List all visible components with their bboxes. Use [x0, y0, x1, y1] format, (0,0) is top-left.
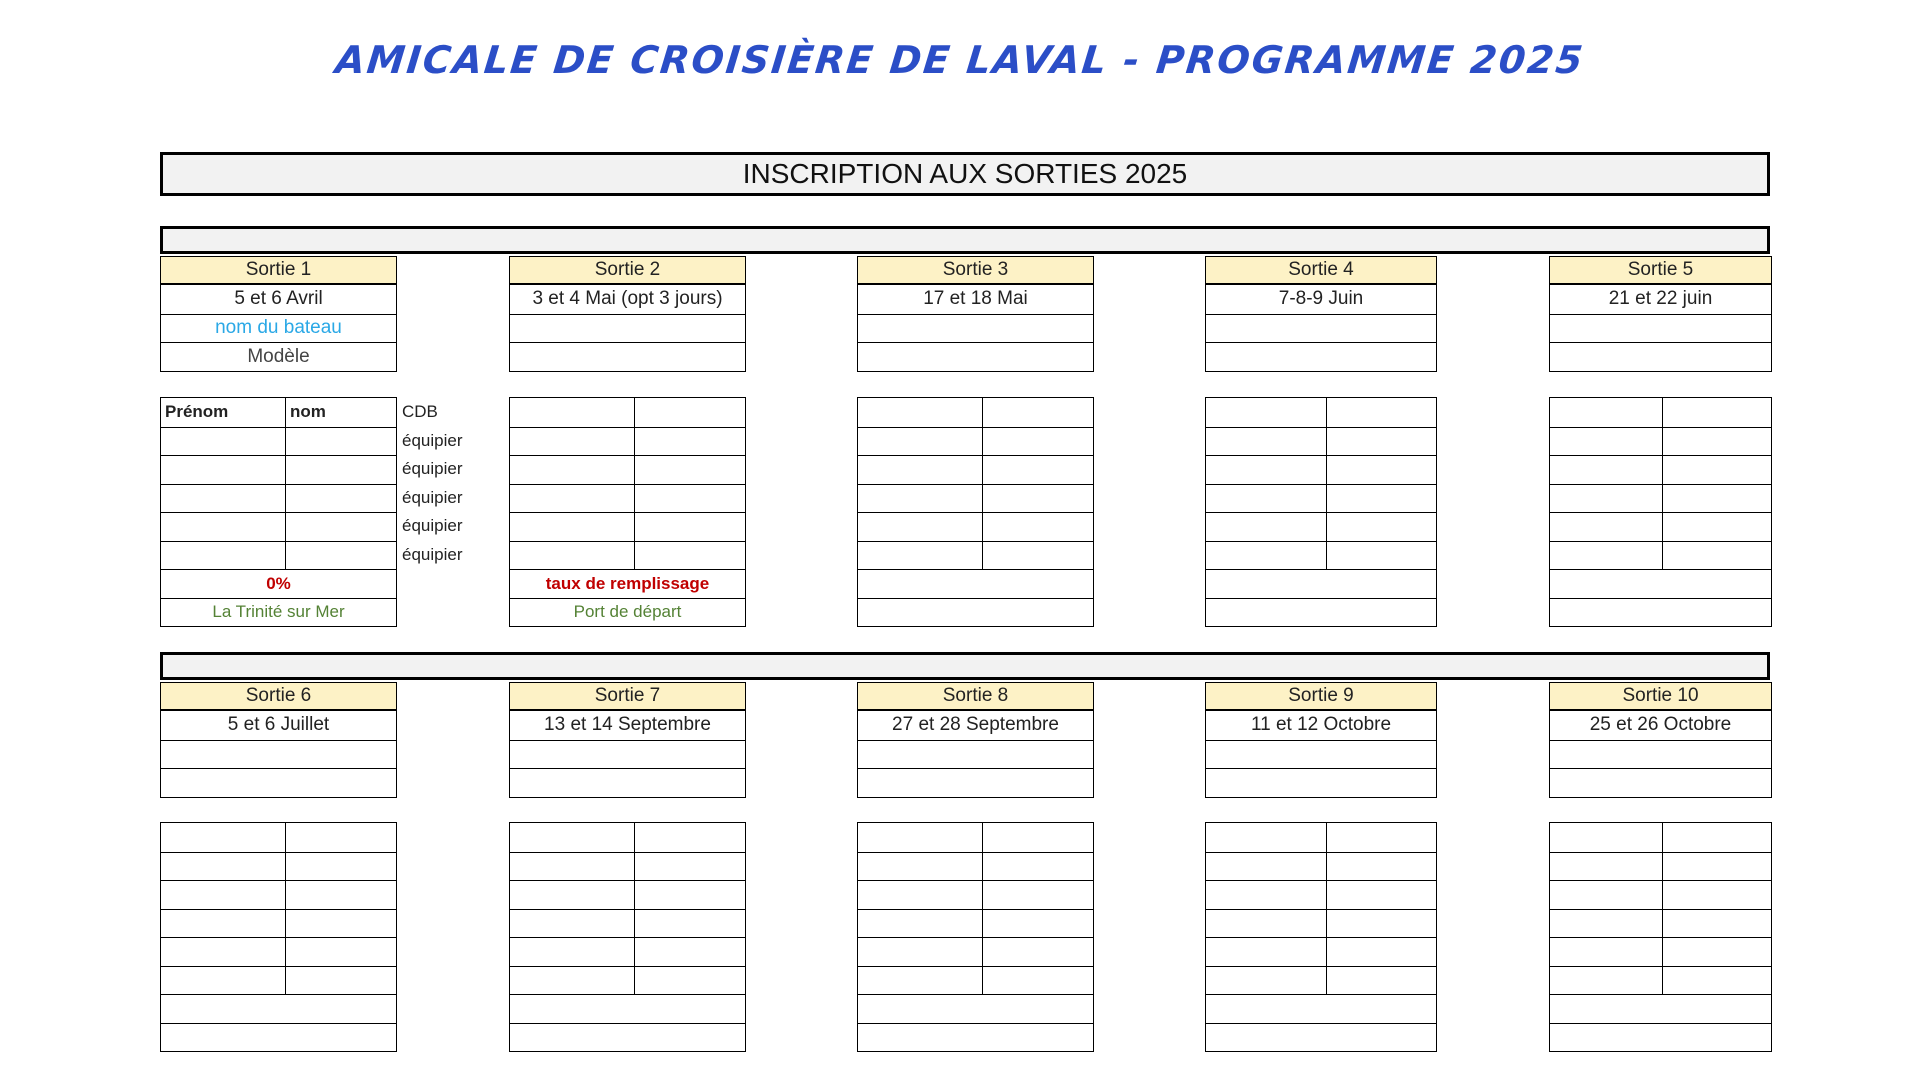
lastname-field[interactable]: [982, 853, 1093, 881]
lastname-field[interactable]: [982, 485, 1093, 513]
lastname-field[interactable]: [1326, 485, 1436, 513]
table-row: [858, 880, 1093, 909]
table-row: [510, 484, 745, 513]
firstname-field[interactable]: [510, 428, 634, 456]
inscription-banner: INSCRIPTION AUX SORTIES 2025: [160, 152, 1770, 196]
table-row: [858, 484, 1093, 513]
table-row: [161, 966, 396, 995]
table-row: [510, 598, 745, 627]
sortie-header: Sortie 2: [509, 256, 746, 284]
table-row: [858, 994, 1093, 1023]
fill-rate: [161, 995, 396, 1023]
table-row: [858, 937, 1093, 966]
sortie-header: Sortie 5: [1549, 256, 1772, 284]
sortie-info-box: [1205, 284, 1437, 372]
table-row: [161, 880, 396, 909]
lastname-field[interactable]: [1326, 428, 1436, 456]
crew-role-label: équipier: [402, 487, 463, 507]
lastname-field[interactable]: [285, 456, 396, 484]
sortie-date: 13 et 14 Septembre: [544, 714, 711, 736]
table-row: [1206, 852, 1436, 881]
table-row: [858, 598, 1093, 627]
firstname-field[interactable]: [510, 881, 634, 909]
table-row: [161, 484, 396, 513]
table-row: [510, 966, 745, 995]
firstname-field[interactable]: [1550, 910, 1662, 938]
firstname-field[interactable]: [1550, 881, 1662, 909]
crew-role-label: équipier: [402, 459, 463, 478]
sortie-header: Sortie 1: [160, 256, 397, 284]
lastname-field[interactable]: [1662, 881, 1771, 909]
table-row: [1206, 512, 1436, 541]
lastname-field[interactable]: [1326, 881, 1436, 909]
firstname-field[interactable]: [161, 853, 285, 881]
table-row: [1206, 598, 1436, 627]
lastname-field[interactable]: [285, 853, 396, 881]
firstname-field[interactable]: [161, 967, 285, 995]
firstname-header: [510, 823, 634, 852]
sortie-header: Sortie 6: [160, 682, 397, 710]
fill-rate: [1206, 995, 1436, 1023]
table-row: [510, 823, 745, 852]
crew-role-label: équipier: [402, 516, 463, 535]
sortie-header: Sortie 4: [1205, 256, 1437, 284]
lastname-field[interactable]: [1662, 485, 1771, 513]
table-row: [1550, 852, 1771, 881]
firstname-field[interactable]: [858, 910, 982, 938]
table-row: [1206, 484, 1436, 513]
boat-name-field[interactable]: [858, 740, 1093, 769]
table-row: [1550, 1023, 1771, 1052]
table-row: [1550, 512, 1771, 541]
lastname-field[interactable]: [982, 967, 1093, 995]
table-row: [1206, 823, 1436, 852]
departure-port[interactable]: [1206, 1024, 1436, 1052]
firstname-field[interactable]: [161, 938, 285, 966]
table-row: [1550, 455, 1771, 484]
boat-model-field[interactable]: [1206, 342, 1436, 371]
table-row: [161, 994, 396, 1023]
firstname-field[interactable]: [1206, 542, 1326, 570]
boat-model-field[interactable]: [1550, 768, 1771, 797]
firstname-field[interactable]: [161, 485, 285, 513]
sortie-date: 11 et 12 Octobre: [1250, 714, 1392, 736]
boat-model-field[interactable]: [858, 768, 1093, 797]
table-row: [858, 427, 1093, 456]
boat-model-field[interactable]: Modèle: [161, 342, 396, 371]
table-row: [161, 852, 396, 881]
lastname-field[interactable]: [634, 881, 745, 909]
lastname-header: nom: [285, 398, 396, 427]
boat-name-field[interactable]: [510, 314, 745, 343]
firstname-field[interactable]: [1206, 428, 1326, 456]
page-title: AMICALE DE CROISIÈRE DE LAVAL - PROGRAMME 2025: [333, 38, 1587, 82]
table-row: [1550, 880, 1771, 909]
lastname-field[interactable]: [1326, 456, 1436, 484]
table-row: [161, 937, 396, 966]
departure-port[interactable]: [1206, 599, 1436, 627]
departure-port[interactable]: [1550, 599, 1771, 627]
lastname-field[interactable]: [285, 428, 396, 456]
table-row: [1206, 937, 1436, 966]
lastname-field[interactable]: [1662, 938, 1771, 966]
table-row: [1550, 994, 1771, 1023]
firstname-field[interactable]: [858, 967, 982, 995]
lastname-header: [1326, 823, 1436, 852]
lastname-field[interactable]: [1326, 938, 1436, 966]
boat-name-field[interactable]: [1206, 314, 1436, 343]
crew-table: [1549, 822, 1772, 1052]
table-row: [1206, 541, 1436, 570]
firstname-field[interactable]: [858, 428, 982, 456]
firstname-field[interactable]: [858, 513, 982, 541]
firstname-header: [858, 398, 982, 427]
lastname-field[interactable]: [285, 938, 396, 966]
lastname-field[interactable]: [982, 428, 1093, 456]
table-row: [510, 398, 745, 427]
firstname-header: Prénom: [165, 402, 229, 422]
firstname-field[interactable]: [510, 910, 634, 938]
sortie-info-box: [1549, 284, 1772, 372]
departure-port[interactable]: La Trinité sur Mer: [212, 602, 345, 622]
boat-name-field[interactable]: nom du bateau: [161, 314, 396, 343]
table-row: [1206, 994, 1436, 1023]
crew-table: [1549, 397, 1772, 627]
table-row: [161, 1023, 396, 1052]
crew-table: [160, 822, 397, 1052]
firstname-header: [1550, 398, 1662, 427]
table-row: [161, 427, 396, 456]
firstname-field[interactable]: [1206, 853, 1326, 881]
crew-table: [160, 397, 397, 627]
table-row: [1550, 427, 1771, 456]
firstname-field[interactable]: [858, 853, 982, 881]
fill-rate: [858, 995, 1093, 1023]
firstname-header: [1550, 823, 1662, 852]
table-row: [510, 880, 745, 909]
lastname-field[interactable]: [1326, 513, 1436, 541]
boat-name-field[interactable]: [1550, 314, 1771, 343]
lastname-field[interactable]: [634, 853, 745, 881]
table-row: [161, 598, 396, 627]
firstname-header: [1206, 823, 1326, 852]
sortie-header: Sortie 10: [1549, 682, 1772, 710]
lastname-field[interactable]: [1662, 428, 1771, 456]
lastname-field[interactable]: [634, 967, 745, 995]
lastname-field[interactable]: [634, 938, 745, 966]
lastname-field[interactable]: [982, 542, 1093, 570]
table-row: [1550, 541, 1771, 570]
departure-port[interactable]: [510, 1024, 745, 1052]
firstname-header: [858, 823, 982, 852]
boat-name-field[interactable]: [510, 740, 745, 769]
firstname-field[interactable]: [858, 542, 982, 570]
firstname-field[interactable]: [1550, 938, 1662, 966]
table-row: [858, 398, 1093, 427]
firstname-field[interactable]: [510, 938, 634, 966]
sortie-date: 7-8-9 Juin: [1278, 288, 1364, 310]
table-row: [858, 966, 1093, 995]
sortie-header: Sortie 8: [857, 682, 1094, 710]
sortie-date: 5 et 6 Juillet: [227, 714, 330, 736]
crew-role-label: équipier: [402, 544, 463, 564]
fill-rate: taux de remplissage: [545, 573, 710, 593]
sortie-date: 21 et 22 juin: [1608, 288, 1713, 310]
crew-table: [857, 822, 1094, 1052]
sortie-date: 17 et 18 Mai: [923, 288, 1028, 310]
firstname-field[interactable]: [1206, 967, 1326, 995]
sortie-info-box: [160, 284, 397, 372]
boat-model-field[interactable]: [510, 342, 745, 371]
lastname-header: [285, 823, 396, 852]
firstname-field[interactable]: [858, 938, 982, 966]
firstname-field[interactable]: [1206, 513, 1326, 541]
crew-table: [509, 822, 746, 1052]
boat-model-field[interactable]: [161, 768, 396, 797]
section-strip-bottom: [160, 652, 1770, 680]
firstname-field[interactable]: [858, 456, 982, 484]
lastname-field[interactable]: [285, 910, 396, 938]
table-row: [510, 512, 745, 541]
boat-model-field[interactable]: [1550, 342, 1771, 371]
firstname-field[interactable]: [1550, 542, 1662, 570]
firstname-field[interactable]: [1206, 881, 1326, 909]
sortie-date: 27 et 28 Septembre: [892, 714, 1059, 736]
table-row: [161, 909, 396, 938]
table-row: [510, 427, 745, 456]
firstname-field[interactable]: [1550, 456, 1662, 484]
table-row: [1206, 455, 1436, 484]
table-row: [858, 1023, 1093, 1052]
sortie-header: Sortie 9: [1205, 682, 1437, 710]
table-row: [161, 541, 396, 570]
table-row: [858, 541, 1093, 570]
firstname-field[interactable]: [161, 881, 285, 909]
crew-table: [509, 397, 746, 627]
crew-role-label: équipier: [402, 430, 463, 450]
lastname-header: [634, 398, 745, 427]
lastname-field[interactable]: [634, 485, 745, 513]
table-row: [161, 823, 396, 852]
lastname-field[interactable]: [1326, 853, 1436, 881]
table-row: [1550, 398, 1771, 427]
sortie-header: Sortie 7: [509, 682, 746, 710]
firstname-header: [161, 823, 285, 852]
firstname-field[interactable]: [510, 456, 634, 484]
fill-rate: [1206, 570, 1436, 598]
table-row: [161, 398, 396, 427]
firstname-field[interactable]: [1550, 853, 1662, 881]
lastname-field[interactable]: [982, 938, 1093, 966]
firstname-field[interactable]: [161, 910, 285, 938]
crew-table: [1205, 822, 1437, 1052]
lastname-header: [1326, 398, 1436, 427]
sortie-info-box: [857, 284, 1094, 372]
table-row: [510, 852, 745, 881]
boat-name-field[interactable]: [1550, 740, 1771, 769]
firstname-field[interactable]: [1206, 938, 1326, 966]
firstname-field[interactable]: [858, 485, 982, 513]
firstname-field[interactable]: [510, 485, 634, 513]
lastname-field[interactable]: [634, 542, 745, 570]
lastname-field[interactable]: [634, 910, 745, 938]
crew-role-label: CDB: [402, 402, 438, 421]
sortie-date: 3 et 4 Mai (opt 3 jours): [532, 288, 723, 310]
table-row: [858, 909, 1093, 938]
table-row: [510, 994, 745, 1023]
firstname-field[interactable]: [161, 456, 285, 484]
table-row: [510, 1023, 745, 1052]
fill-rate: [1550, 995, 1771, 1023]
lastname-field[interactable]: [634, 513, 745, 541]
lastname-field[interactable]: [1662, 853, 1771, 881]
sortie-header: Sortie 3: [857, 256, 1094, 284]
table-row: [1206, 569, 1436, 598]
lastname-field[interactable]: [1326, 542, 1436, 570]
lastname-field[interactable]: [285, 485, 396, 513]
lastname-header: [634, 823, 745, 852]
sortie-info-box: [1549, 710, 1772, 798]
table-row: [858, 852, 1093, 881]
lastname-field[interactable]: [1662, 513, 1771, 541]
fill-rate: [1550, 570, 1771, 598]
lastname-field[interactable]: [634, 456, 745, 484]
table-row: [510, 937, 745, 966]
departure-port[interactable]: [1550, 1024, 1771, 1052]
boat-model-field[interactable]: [1206, 768, 1436, 797]
table-row: [1550, 937, 1771, 966]
sortie-info-box: [160, 710, 397, 798]
sortie-date: 25 et 26 Octobre: [1589, 714, 1732, 736]
table-row: [858, 569, 1093, 598]
fill-rate: 0%: [266, 573, 291, 593]
table-row: [1206, 398, 1436, 427]
firstname-field[interactable]: [510, 853, 634, 881]
table-row: [1206, 427, 1436, 456]
table-row: [510, 569, 745, 598]
fill-rate: [858, 570, 1093, 598]
boat-name-field[interactable]: [161, 740, 396, 769]
lastname-field[interactable]: [1662, 967, 1771, 995]
firstname-header: [510, 398, 634, 427]
sortie-info-box: [857, 710, 1094, 798]
sortie-date: 5 et 6 Avril: [234, 288, 323, 310]
boat-name-field[interactable]: [858, 314, 1093, 343]
lastname-field[interactable]: [982, 881, 1093, 909]
lastname-header: [982, 823, 1093, 852]
table-row: [510, 541, 745, 570]
firstname-field[interactable]: [510, 542, 634, 570]
table-row: [1550, 569, 1771, 598]
firstname-field[interactable]: [510, 967, 634, 995]
firstname-header: [1206, 398, 1326, 427]
lastname-field[interactable]: [1326, 967, 1436, 995]
lastname-header: [1662, 398, 1771, 427]
boat-name-field[interactable]: [1206, 740, 1436, 769]
firstname-field[interactable]: [1550, 967, 1662, 995]
departure-port[interactable]: [161, 1024, 396, 1052]
lastname-field[interactable]: [1326, 910, 1436, 938]
firstname-field[interactable]: [1206, 910, 1326, 938]
boat-model-field[interactable]: [858, 342, 1093, 371]
table-row: [1206, 880, 1436, 909]
departure-port[interactable]: [858, 1024, 1093, 1052]
firstname-field[interactable]: [161, 428, 285, 456]
table-row: [858, 455, 1093, 484]
lastname-field[interactable]: [1662, 542, 1771, 570]
table-row: [1206, 1023, 1436, 1052]
lastname-field[interactable]: [285, 513, 396, 541]
firstname-field[interactable]: [858, 881, 982, 909]
table-row: [510, 455, 745, 484]
table-row: [1206, 909, 1436, 938]
sortie-info-box: [509, 284, 746, 372]
firstname-field[interactable]: [1550, 513, 1662, 541]
firstname-field[interactable]: [1550, 428, 1662, 456]
crew-table: [857, 397, 1094, 627]
firstname-field[interactable]: [1206, 456, 1326, 484]
lastname-field[interactable]: [285, 542, 396, 570]
departure-port[interactable]: [858, 599, 1093, 627]
lastname-field[interactable]: [982, 456, 1093, 484]
table-row: [161, 569, 396, 598]
section-strip-top: [160, 226, 1770, 254]
firstname-field[interactable]: [510, 513, 634, 541]
table-row: [1206, 966, 1436, 995]
table-row: [1550, 598, 1771, 627]
table-row: [1550, 909, 1771, 938]
table-row: [858, 512, 1093, 541]
lastname-field[interactable]: [634, 428, 745, 456]
table-row: [510, 909, 745, 938]
table-row: [1550, 966, 1771, 995]
lastname-field[interactable]: [1662, 456, 1771, 484]
lastname-field[interactable]: [982, 910, 1093, 938]
table-row: [1550, 484, 1771, 513]
firstname-field[interactable]: [161, 513, 285, 541]
lastname-field[interactable]: [1662, 910, 1771, 938]
boat-model-field[interactable]: [510, 768, 745, 797]
lastname-field[interactable]: [285, 967, 396, 995]
table-row: [161, 512, 396, 541]
sortie-info-box: [509, 710, 746, 798]
firstname-field[interactable]: [1206, 485, 1326, 513]
firstname-field[interactable]: [161, 542, 285, 570]
lastname-header: [1662, 823, 1771, 852]
lastname-field[interactable]: [285, 881, 396, 909]
sortie-info-box: [1205, 710, 1437, 798]
lastname-header: [982, 398, 1093, 427]
firstname-field[interactable]: [1550, 485, 1662, 513]
crew-table: [1205, 397, 1437, 627]
table-row: [161, 455, 396, 484]
lastname-field[interactable]: [982, 513, 1093, 541]
fill-rate: [510, 995, 745, 1023]
table-row: [858, 823, 1093, 852]
table-row: [1550, 823, 1771, 852]
departure-port[interactable]: Port de départ: [573, 602, 682, 622]
